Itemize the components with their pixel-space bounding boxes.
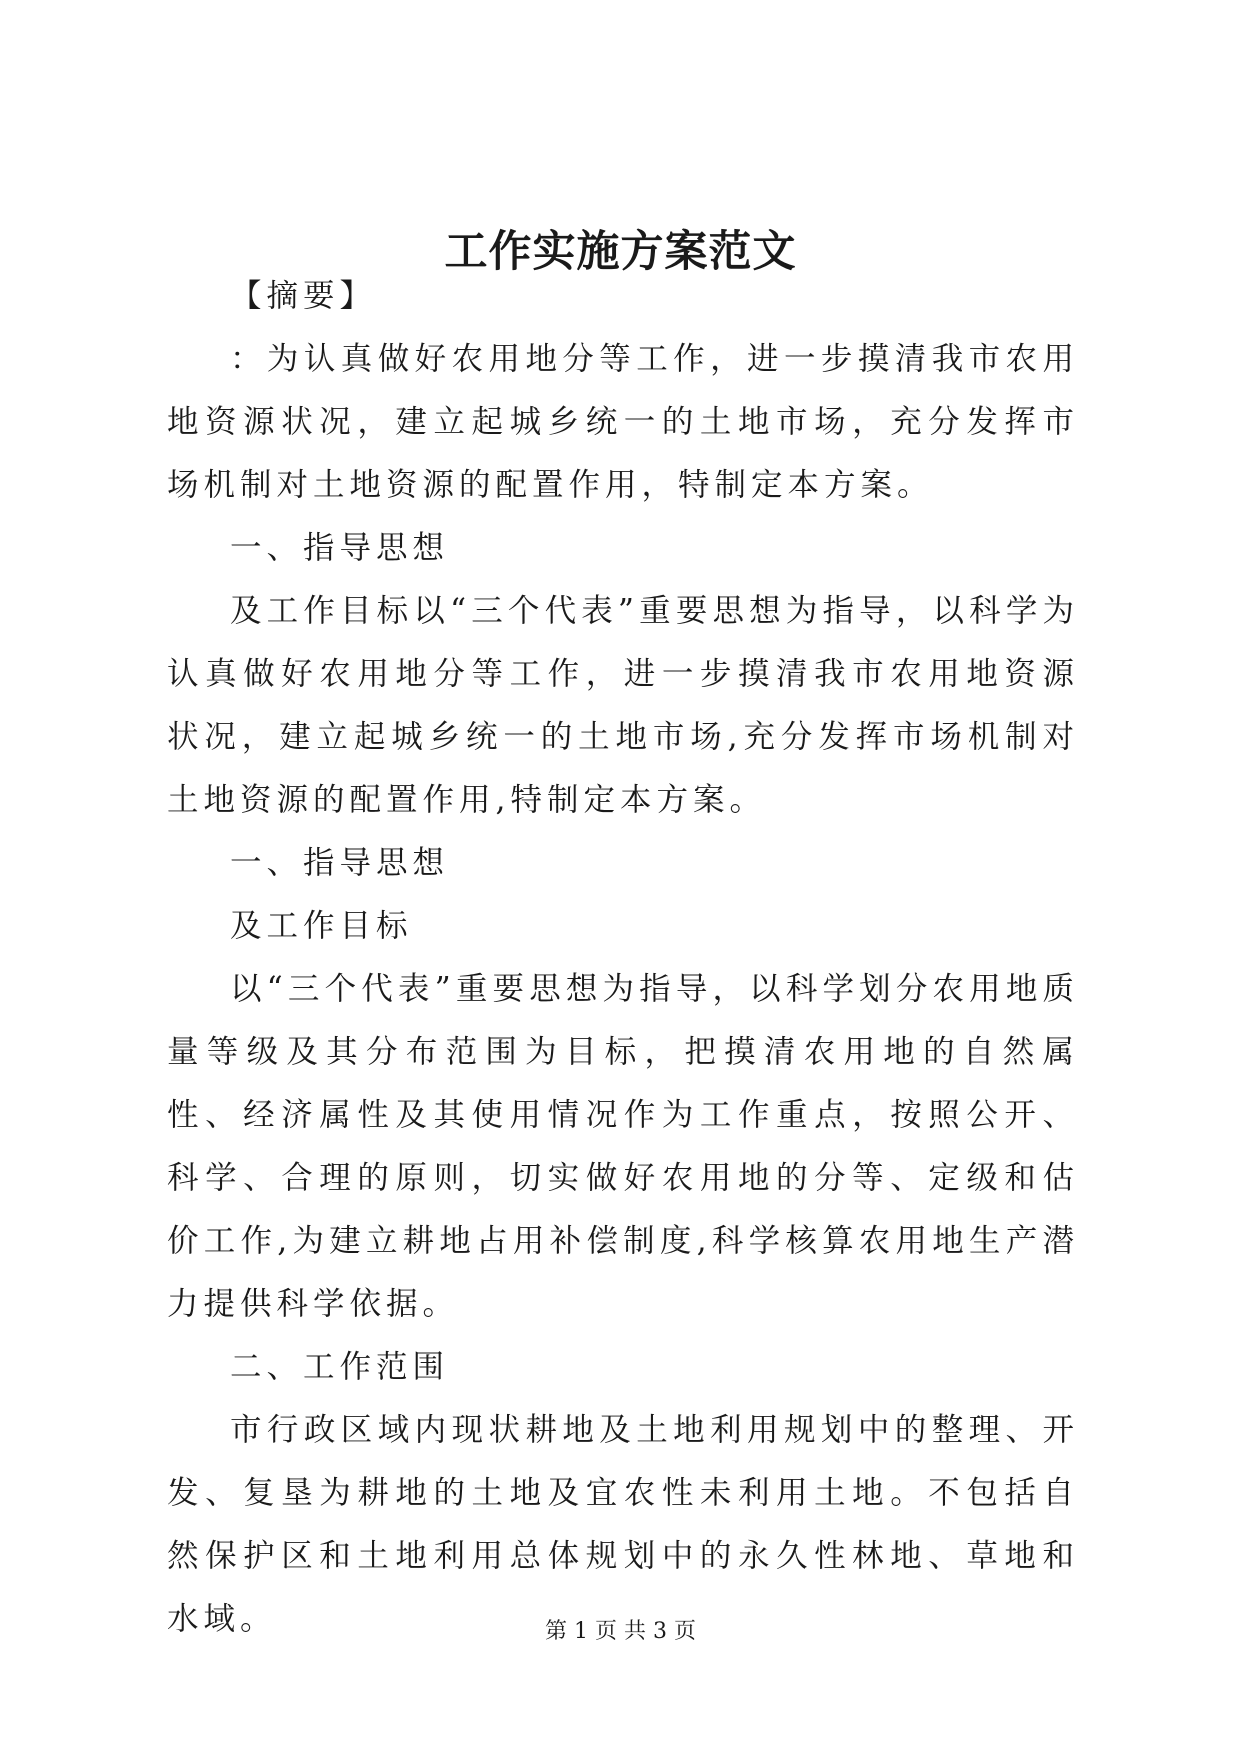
section-heading-guiding-thought: 一、指导思想	[230, 530, 450, 566]
document-title: 工作实施方案范文	[444, 227, 797, 277]
body-paragraph: 以“三个代表”重要思想为指导，以科学划分农用地质量等级及其分布范围为目标，把摸清农用地的自然属性、经济属性及其使用情况作为工作重点，按照公开、科学、合理的原则，切实做好农用地的分等、定级和估价工作,为建立耕地占用补偿制度,科学核算农用地生产潜力提供科学依据。	[167, 971, 1079, 1322]
abstract-paragraph: ：为认真做好农用地分等工作，进一步摸清我市农用地资源状况，建立起城乡统一的土地市场，充分发挥市场机制对土地资源的配置作用，特制定本方案。	[167, 341, 1079, 503]
section-heading-guiding-thought: 一、指导思想	[230, 845, 450, 881]
section-heading-work-scope: 二、工作范围	[230, 1349, 450, 1385]
section-subheading-work-goals: 及工作目标	[230, 908, 413, 944]
page-footer: 第 1 页 共 3 页	[545, 1619, 696, 1644]
document-body	[167, 265, 1079, 1651]
body-paragraph: 及工作目标以“三个代表”重要思想为指导，以科学为认真做好农用地分等工作，进一步摸清我市农用地资源状况，建立起城乡统一的土地市场,充分发挥市场机制对土地资源的配置作用,特制定本方案。	[167, 593, 1079, 818]
abstract-heading: 【摘要】	[230, 278, 377, 314]
body-paragraph: 市行政区域内现状耕地及土地利用规划中的整理、开发、复垦为耕地的土地及宜农性未利用土地。不包括自然保护区和土地利用总体规划中的永久性林地、草地和水域。	[167, 1412, 1079, 1637]
